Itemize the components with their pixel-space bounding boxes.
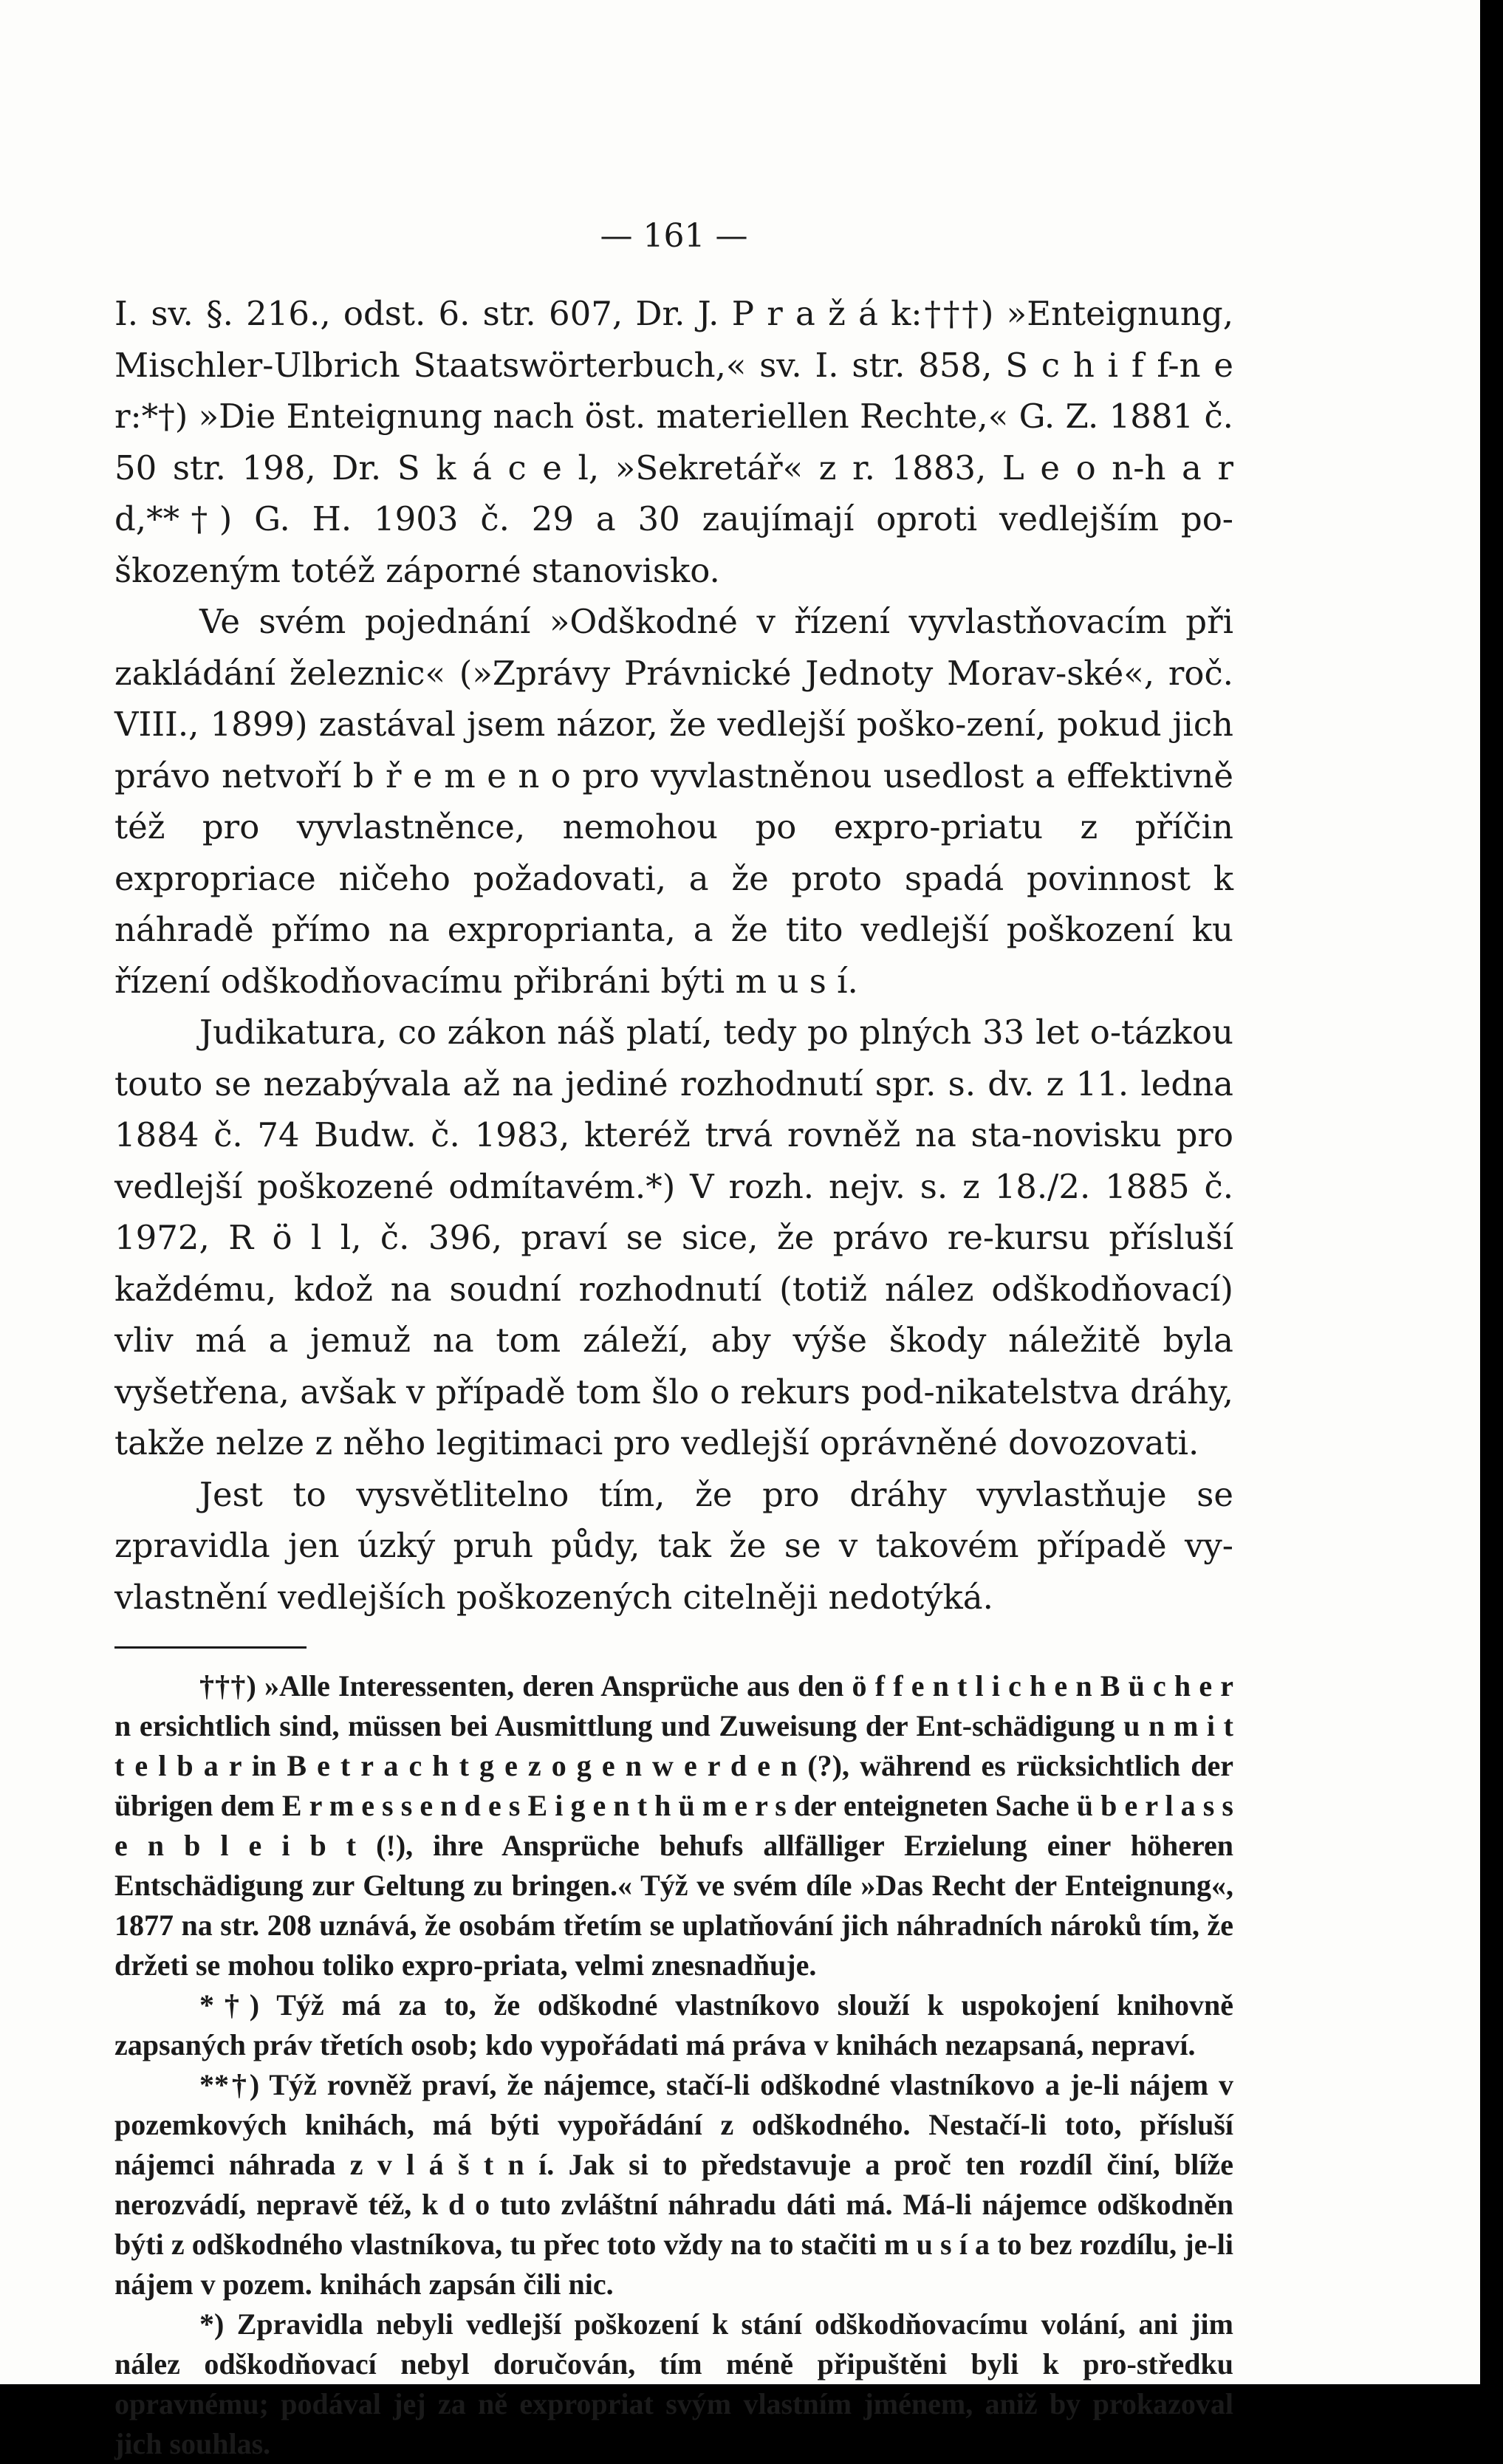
footnotes (114, 1666, 1233, 2464)
footnote-double-star-dagger: **†) Týž rovněž praví, že nájemce, stačí-li odškodné vlastníkovo a je-li nájem v pozemkových knihách, má býti vypořádání z odškodného. Nestačí-li toto, přísluší nájemci náhrada z v l á š t n í. Jak si to představuje a proč ten rozdíl činí, blíže nerozvádí, nepravě též, k d o tuto zvláštní náhradu dáti má. Má-li nájemce odškodněn býti z odškodného vlastníkova, tu přec toto vždy na to stačiti m u s í a to bez rozdílu, je-li nájem v pozem. knihách zapsán čili nic. (114, 2068, 1233, 2301)
footnote-triple-dagger: †††) »Alle Interessenten, deren Ansprüche aus den ö f f e n t l i c h e n B ü c h e r n ersichtlich sind, müssen bei Ausmittlung und Zuweisung der Ent-schädigung u n m i t t e l b a r in B e t r a c h t g e z o g e n w e r d e n (?), während es rücksichtlich der übrigen dem E r m e s s e n d e s E i g e n t h ü m e r s der enteigneten Sache ü b e r l a s s e n b l e i b t (!), ihre Ansprüche behufs allfälliger Erzielung einer höheren Entschädigung zur Geltung zu bringen.« Týž ve svém díle »Das Recht der Enteignung«, 1877 na str. 208 uznává, že osobám třetím se uplatňování jich náhradních nároků tím, že držeti se mohou toliko expro-priata, velmi znesnadňuje. (114, 1669, 1233, 1982)
footnote-star: *) Zpravidla nebyli vedlejší poškození k stání odškodňovacímu volání, ani jim nález odškodňovací nebyl doručován, tím méně připuštěni byli k pro-středku opravnému; podával jej za ně expropriat svým vlastním jménem, aniž by prokazoval jich souhlas. (114, 2307, 1233, 2460)
main-text (114, 288, 1233, 1623)
paragraph-2: Ve svém pojednání »Odškodné v řízení vyvlastňovacím při zakládání železnic« (»Zprávy Právnické Jednoty Morav-ské«, roč. VIII., 1899) zastával jsem názor, že vedlejší poško-zení, pokud jich právo netvoří b ř e m e n o pro vyvlastněnou usedlost a effektivně též pro vyvlastněnce, nemohou po expro-priatu z příčin expropriace ničeho požadovati, a že proto spadá povinnost k náhradě přímo na exproprianta, a že tito vedlejší poškození ku řízení odškodňovacímu přibráni býti m u s í. (114, 602, 1233, 1001)
paragraph-4: Jest to vysvětlitelno tím, že pro dráhy vyvlastňuje se zpravidla jen úzký pruh půdy, tak že se v takovém případě vy-vlastnění vedlejších poškozených citelněji nedotýká. (114, 1474, 1233, 1617)
footnote-star-dagger: *†) Týž má za to, že odškodné vlastníkovo slouží k uspokojení knihovně zapsaných práv třetích osob; kdo vypořádati má práva v knihách nezapsaná, nepraví. (114, 1988, 1233, 2061)
page-content (114, 214, 1233, 2464)
paragraph-1: I. sv. §. 216., odst. 6. str. 607, Dr. J. P r a ž á k:†††) »Enteignung, Mischler-Ulbrich Staatswörterbuch,« sv. I. str. 858, S c h i f f-n e r:*†) »Die Enteignung nach öst. materiellen Rechte,« G. Z. 1881 č. 50 str. 198, Dr. S k á c e l, »Sekretář« z r. 1883, L e o n-h a r d,**†) G. H. 1903 č. 29 a 30 zaujímají oproti vedlejším po-škozeným totéž záporné stanovisko. (114, 294, 1233, 590)
paragraph-3: Judikatura, co zákon náš platí, tedy po plných 33 let o-tázkou touto se nezabývala až na jediné rozhodnutí spr. s. dv. z 11. ledna 1884 č. 74 Budw. č. 1983, kteréž trvá rovněž na sta-novisku pro vedlejší poškozené odmítavém.*) V rozh. nejv. s. z 18./2. 1885 č. 1972, R ö l l, č. 396, praví se sice, že právo re-kursu přísluší každému, kdož na soudní rozhodnutí (totiž nález odškodňovací) vliv má a jemuž na tom záleží, aby výše škody náležitě byla vyšetřena, avšak v případě tom šlo o rekurs pod-nikatelstva dráhy, takže nelze z něho legitimaci pro vedlejší oprávněné dovozovati. (114, 1013, 1233, 1462)
footnote-divider (114, 1646, 307, 1649)
page-number: — 161 — (600, 217, 748, 255)
